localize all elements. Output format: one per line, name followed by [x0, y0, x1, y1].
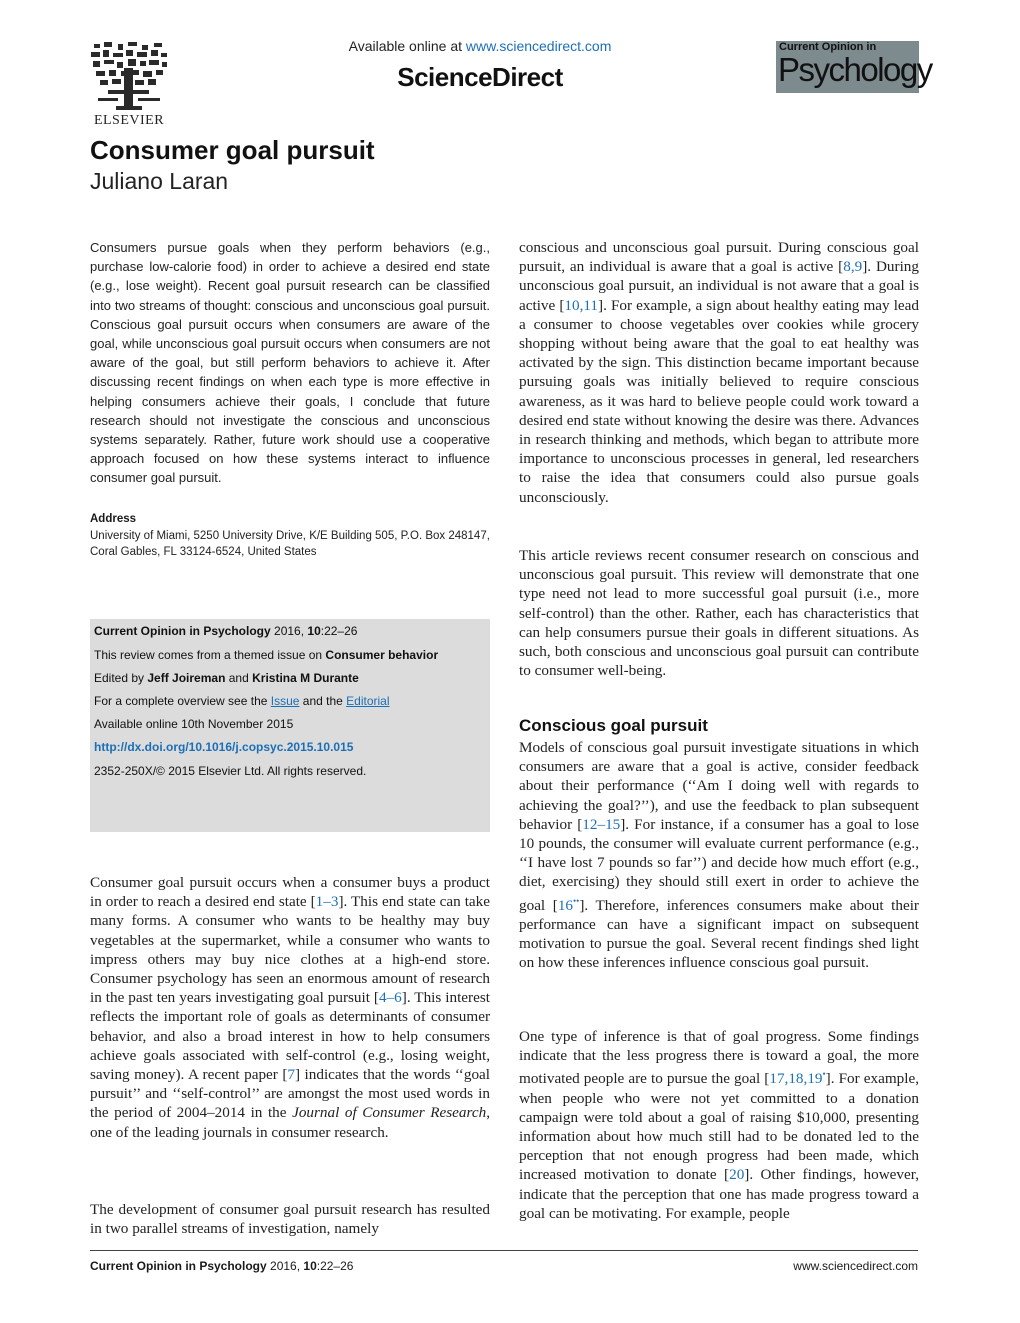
- publisher-name: ELSEVIER: [93, 113, 165, 128]
- info-themed-issue: [94, 648, 438, 662]
- info-year: 2016,: [270, 624, 308, 638]
- journal-badge: [776, 41, 932, 93]
- info-overview: [94, 694, 390, 708]
- info-copyright: 2352-250X/© 2015 Elsevier Ltd. All rights reserved.: [94, 764, 367, 778]
- footer-year: 2016,: [266, 1259, 304, 1273]
- info-volume: 10: [307, 624, 321, 638]
- info-edited-prefix: Edited by: [94, 671, 148, 685]
- info-pages: :22–26: [320, 624, 358, 638]
- address-label: Address: [90, 513, 137, 525]
- citation-link[interactable]: 7: [287, 1066, 295, 1084]
- article-author: Juliano Laran: [90, 168, 229, 194]
- text-run: One type of inference is that of goal progress. Some findings indicate that the less progress there is toward a goal, the more motivated people are to pursue the goal [: [519, 1028, 919, 1088]
- editorial-link[interactable]: Editorial: [346, 694, 390, 708]
- info-editors: [94, 671, 359, 685]
- doi-link[interactable]: http://dx.doi.org/10.1016/j.copsyc.2015.10.015: [94, 740, 354, 754]
- left-body-column: [90, 873, 490, 1142]
- sciencedirect-link[interactable]: www.sciencedirect.com: [465, 38, 612, 54]
- citation-link[interactable]: 4–6: [378, 989, 402, 1007]
- info-doi: [94, 740, 353, 754]
- citation-link[interactable]: 1–3: [315, 893, 339, 911]
- journal-name-italic: Journal of Consumer Research: [292, 1104, 487, 1122]
- citation-link[interactable]: 16: [557, 896, 573, 914]
- right-body-column-4: [519, 1027, 919, 1223]
- text-run: ]. Other findings, however, indicate that the perception that one has made progress toward a goal can be motivating. For example, people: [519, 1166, 919, 1222]
- citation-link[interactable]: 20: [729, 1166, 745, 1184]
- article-info-box: [90, 619, 490, 832]
- right-body-column-3: [519, 738, 919, 973]
- info-editor-2: Kristina M Durante: [252, 671, 359, 685]
- info-journal: Current Opinion in Psychology: [94, 624, 271, 638]
- text-run: Models of conscious goal pursuit investigate situations in which consumers are aware that a goal is active, consider feedback about their performance (‘‘Am I doing well with regards to achieving the goal?’’), and use the feedback to plan subsequent behavior [: [519, 739, 919, 833]
- text-run: ]. For example, when people who were not yet committed to a donation campaign were told about a goal of raising $10,000, presenting information about how much still had to be donated led to the perception that not enough progress had been made, which increased motivation to donate [: [519, 1070, 919, 1184]
- text-run: Consumer goal pursuit occurs when a consumer buys a product in order to reach a desired end state [: [90, 874, 490, 911]
- footer-journal: Current Opinion in Psychology: [90, 1259, 267, 1273]
- right-body-column-2: [519, 546, 919, 680]
- address-text: University of Miami, 5250 University Drive, K/E Building 505, P.O. Box 248147, Coral Gables, FL 33124-6524, United States: [90, 530, 490, 558]
- intro-paragraph-2: The development of consumer goal pursuit research has resulted in two parallel streams of investigation, namely: [90, 1201, 490, 1238]
- available-online-line: [280, 38, 680, 54]
- text-run: ]. This interest reflects the important role of goals as determinants of consumer behavior, and also a broad interest in how to help consumers achieve goals associated with self-control (e.g., losing weight, saving money). A recent paper [: [90, 989, 490, 1084]
- section-heading-conscious-goal-pursuit: Conscious goal pursuit: [519, 716, 708, 735]
- recommended-marker: •: [822, 1069, 826, 1080]
- text-run: ]. This end state can take many forms. A consumer who wants to be healthy may buy vegetables at the supermarket, while a consumer who wants to impress others may buy nice clothes at a high-end store. Consumer psychology has seen an enormous amount of research in the past ten years investigating goal pursuit [: [90, 893, 490, 1007]
- info-themed-topic: Consumer behavior: [325, 648, 439, 662]
- footer-url[interactable]: www.sciencedirect.com: [793, 1259, 918, 1273]
- info-available-date: Available online 10th November 2015: [94, 717, 294, 731]
- citation-link[interactable]: 8,9: [843, 258, 863, 276]
- issue-link[interactable]: Issue: [270, 694, 300, 708]
- citation-link[interactable]: 12–15: [582, 815, 621, 833]
- text-run: ]. During unconscious goal pursuit, an individual is not aware that a goal is active [: [519, 258, 919, 314]
- text-run: ]. For example, a sign about healthy eating may lead a consumer to choose vegetables over cookies while grocery shopping without being aware that the goal to eat healthy was activated by the sign. This distinction became important because pursuing goals was initially believed to require conscious awareness, as it was hard to believe people could work toward a desired end state without knowing the desire was there. Advances in research thinking and methods, which began to attribute more importance to unconscious processes in general, led researchers to raise the idea that consumers could also pursue goals unconsciously.: [519, 296, 919, 506]
- sciencedirect-wordmark: ScienceDirect: [397, 62, 563, 92]
- info-overview-mid: and the: [299, 694, 347, 708]
- journal-badge-small: Current Opinion in: [779, 41, 877, 53]
- body-paragraph-2: This article reviews recent consumer research on conscious and unconscious goal pursuit. This review will demonstrate that one type need not lead to more successful goal pursuit (i.e., more self-control) than the other. Rather, each has characteristics that can help consumers pursue their goals in different situations. As such, both conscious and unconscious goal pursuit can contribute to consumer well-being.: [519, 547, 919, 680]
- info-and: and: [225, 671, 253, 685]
- elsevier-tree-icon: [88, 40, 170, 112]
- recommended-marker: ••: [573, 895, 580, 906]
- abstract: Consumers pursue goals when they perform behaviors (e.g., purchase low-calorie food) in order to achieve a desired end state (e.g., lose weight). Recent goal pursuit research can be classified into two streams of thought: conscious and unconscious goal pursuit. Conscious goal pursuit occurs when consumers are aware of the goal, while unconscious goal pursuit occurs when consumers are not aware of the goal, but still perform behaviors to achieve it. After discussing recent findings on when each type is more effective in helping consumers achieve their goals, I conclude that future research should not investigate the conscious and unconscious systems separately. Rather, future work should use a cooperative approach focused on how these systems interact to influence consumer goal pursuit.: [90, 240, 490, 486]
- info-editor-1: Jeff Joireman: [147, 671, 226, 685]
- text-run: ]. For instance, if a consumer has a goal to lose 10 pounds, the consumer will evaluate current performance (e.g., ‘‘I have lost 7 pounds so far’’) and decide how much effort (e.g., diet, exercising) they should still exert in order to achieve the goal [: [519, 815, 920, 914]
- left-body-column-2: [90, 1200, 490, 1238]
- article-title: Consumer goal pursuit: [90, 135, 375, 165]
- citation-link[interactable]: 17,18,19: [769, 1070, 823, 1088]
- journal-badge-big: Psychology: [778, 51, 932, 88]
- intro-paragraph-1: [90, 873, 490, 1142]
- info-overview-prefix: For a complete overview see the: [94, 694, 271, 708]
- footer-divider: [90, 1250, 918, 1251]
- body-paragraph-3: [519, 738, 919, 973]
- text-run: ]. Therefore, inferences consumers make about their performance can have a significant impact on subsequent motivation to pursue the goal. Several recent findings shed light on how these inferences influence conscious goal pursuit.: [519, 896, 919, 972]
- right-body-column: [519, 238, 919, 507]
- info-citation: [94, 624, 357, 638]
- body-paragraph-4: [519, 1027, 919, 1223]
- text-run: conscious and unconscious goal pursuit. During conscious goal pursuit, an individual is aware that a goal is active [: [519, 239, 919, 276]
- citation-link[interactable]: 10,11: [564, 296, 599, 314]
- footer-volume: 10: [303, 1259, 317, 1273]
- footer-citation: [90, 1259, 353, 1273]
- text-run: , one of the leading journals in consumer research.: [90, 1104, 490, 1141]
- info-themed-prefix: This review comes from a themed issue on: [94, 648, 326, 662]
- body-paragraph-1: [519, 238, 919, 507]
- footer-pages: :22–26: [316, 1259, 354, 1273]
- text-run: ] indicates that the words ‘‘goal pursuit’’ and ‘‘self-control’’ are amongst the most used words in the period of 2004–2014 in the: [90, 1066, 491, 1122]
- available-prefix: Available online at: [348, 38, 466, 54]
